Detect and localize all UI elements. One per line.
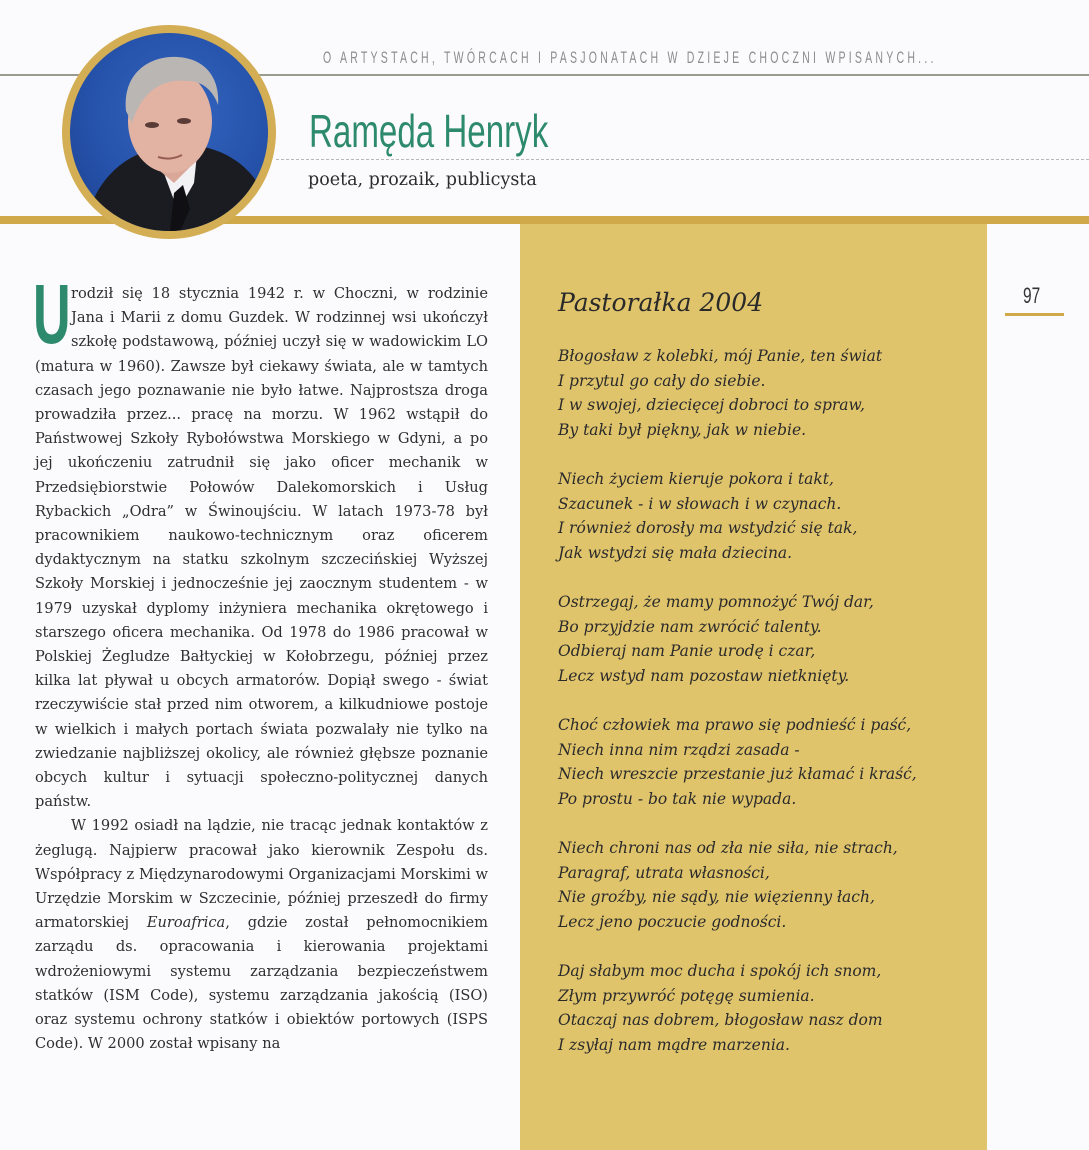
- person-name: Ramęda Henryk: [309, 105, 549, 157]
- poem-line: Lecz wstyd nam pozostaw nietknięty.: [558, 666, 850, 685]
- poem-line: Paragraf, utrata własności,: [558, 863, 770, 882]
- bio-paragraph-1-text: rodził się 18 stycznia 1942 r. w Choczni, w rodzinie Jana i Marii z domu Guzdek. W rodzinnej wsi ukończył szkołę podstawową, później uczył się w wadowickim LO (matura w 1960). Zawsze był ciekawy świata, ale w tamtych czasach jego poznawanie nie było łatwe. Najprostsza droga prowadziła przez... pracę na morzu. W 1962 wstąpił do Państwowej Szkoły Rybołówstwa Morskiego w Gdyni, a po jej ukończeniu zatrudnił się jako oficer mechanik w Przedsiębiorstwie Połowów Dalekomorskich i Usług Rybackich „Odra” w Świnoujściu. W latach 1973-78 był pracownikiem naukowo-technicznym oraz oficerem dydaktycznym na statku szkolnym szczecińskiej Wyższej Szkoły Morskiej i jednocześnie jej zaocznym studentem - w 1979 uzyskał dyplomy inżyniera mechanika okrętowego i starszego oficera mechanika. Od 1978 do 1986 pracował w Polskiej Żegludze Bałtyckiej w Kołobrzegu, później przez kilka lat pływał u obcych armatorów. Dopiął swego - świat rzeczywiście stał przed nim otworem, a kilkudniowe postoje w wielkich i małych portach świata pozwalały nie tylko na zwiedzanie najbliższej okolicy, ale również głębsze poznanie obcych kultur i sytuacji społeczno-politycznej danych państw.: [35, 285, 488, 811]
- poem-line: I również dorosły ma wstydzić się tak,: [558, 519, 858, 537]
- bio-paragraph-2: [35, 814, 488, 1056]
- series-title: O ARTYSTACH, TWÓRCACH I PASJONATACH W DZIEJE CHOCZNI WPISANYCH...: [323, 48, 937, 67]
- bio-paragraph-1: [33, 267, 488, 814]
- poem-body: [558, 344, 917, 1082]
- poem-line: Niech chroni nas od zła nie siła, nie strach,: [558, 839, 898, 857]
- poem-line: Niech wreszcie przestanie już kłamać i kraść,: [558, 765, 917, 783]
- poem-line: Nie groźby, nie sądy, nie więzienny łach,: [558, 888, 875, 906]
- poem-stanza: [558, 713, 917, 811]
- person-role: poeta, prozaik, publicysta: [308, 170, 537, 190]
- poem-line: I w swojej, dziecięcej dobroci to spraw,: [558, 396, 865, 414]
- page-number: 97: [1023, 283, 1041, 308]
- poem-line: Jak wstydzi się mała dziecina.: [558, 543, 793, 562]
- poem-stanza: [558, 344, 917, 442]
- poem-line: Choć człowiek ma prawo się podnieść i paść,: [558, 716, 912, 734]
- poem-line: Lecz jeno poczucie godności.: [558, 912, 787, 931]
- poem-stanza: [558, 590, 917, 688]
- drop-cap: U: [33, 267, 71, 361]
- poem-line: Ostrzegaj, że mamy pomnożyć Twój dar,: [558, 593, 874, 611]
- poem-line: Szacunek - i w słowach i w czynach.: [558, 494, 842, 513]
- poem-stanza: [558, 836, 917, 934]
- poem-stanza: [558, 959, 917, 1057]
- name-divider: [276, 159, 1089, 160]
- portrait-illustration: [70, 33, 268, 231]
- poem-line: Po prostu - bo tak nie wypada.: [558, 789, 797, 808]
- poem-line: Bo przyjdzie nam zwrócić talenty.: [558, 617, 822, 636]
- poem-line: Otaczaj nas dobrem, błogosław nasz dom: [558, 1011, 883, 1029]
- portrait-frame: [62, 25, 276, 239]
- portrait-photo: [70, 33, 268, 231]
- poem-line: Niech życiem kieruje pokora i takt,: [558, 470, 834, 488]
- poem-line: I przytul go cały do siebie.: [558, 371, 766, 390]
- biography: [33, 267, 488, 1057]
- poem-stanza: [558, 467, 917, 565]
- poem-panel: [520, 224, 987, 1150]
- company-name: Euroafrica: [146, 914, 226, 932]
- bio-paragraph-2-text: W 1992 osiadł na lądzie, nie tracąc jednak kontaktów z żeglugą. Najpierw pracował jako kierownik Zespołu ds. Współpracy z Międzynarodowymi Organizacjami Morskimi w Urzędzie Morskim w Szczecinie, później przeszedł do firmy armatorskiej: [35, 817, 488, 932]
- poem-line: I zsyłaj nam mądre marzenia.: [558, 1035, 790, 1054]
- page-number-rule: [1005, 313, 1064, 316]
- bio-paragraph-2-text-end: , gdzie został pełnomocnikiem zarządu ds. opracowania i kierowania projektami wdrożeniowymi systemu zarządzania bezpieczeństwem statków (ISM Code), systemu zarządzania jakością (ISO) oraz systemu ochrony statków i obiektów portowych (ISPS Code). W 2000 został wpisany na: [35, 914, 488, 1053]
- poem-line: Błogosław z kolebki, mój Panie, ten świat: [558, 347, 883, 365]
- poem-title: Pastorałka 2004: [558, 288, 764, 317]
- poem-line: Złym przywróć potęgę sumienia.: [558, 986, 815, 1005]
- poem-line: Daj słabym moc ducha i spokój ich snom,: [558, 962, 882, 980]
- poem-line: Niech inna nim rządzi zasada -: [558, 740, 800, 759]
- poem-line: Odbieraj nam Panie urodę i czar,: [558, 642, 816, 660]
- poem-line: By taki był piękny, jak w niebie.: [558, 420, 807, 439]
